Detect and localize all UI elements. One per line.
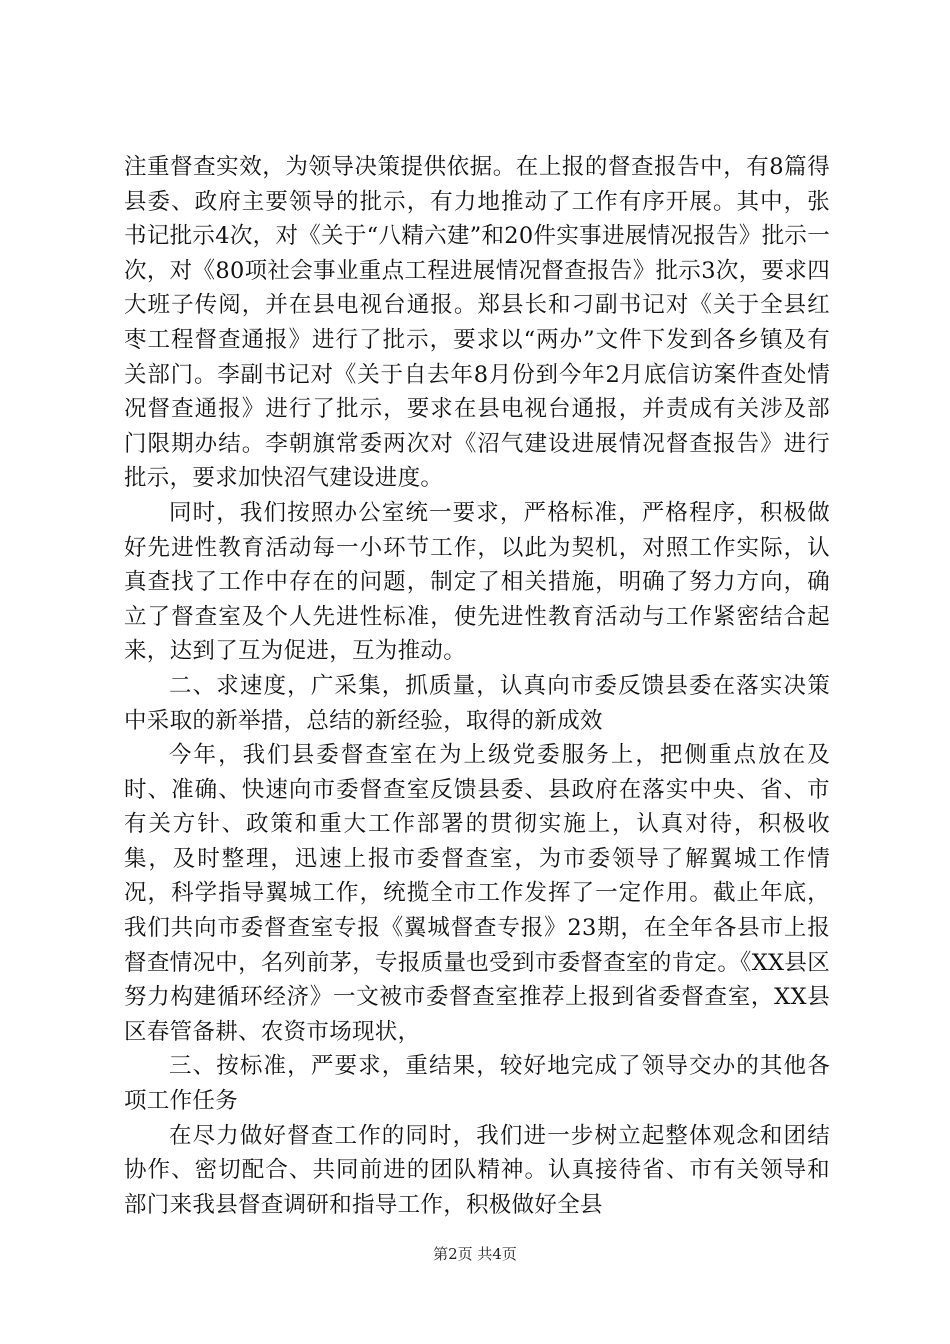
document-body bbox=[124, 150, 830, 1222]
paragraph-3: 今年，我们县委督查室在为上级党委服务上，把侧重点放在及时、准确、快速向市委督查室反馈县委、县政府在落实中央、省、市有关方针、政策和重大工作部署的贯彻实施上，认真对待，积极收集，及时整理，迅速上报市委督查室，为市委领导了解翼城工作情况，科学指导翼城工作，统揽全市工作发挥了一定作用。截止年底，我们共向市委督查室专报《翼城督查专报》23期，在全年各县市上报督查情况中，名列前茅，专报质量也受到市委督查室的肯定。《XX县区努力构建循环经济》一文被市委督查室推荐上报到省委督查室，XX县区春管备耕、农资市场现状， bbox=[124, 742, 830, 1045]
page-number-footer: 第2页 共4页 bbox=[433, 1245, 517, 1263]
section-heading-3: 三、按标准，严要求，重结果，较好地完成了领导交办的其他各项工作任务 bbox=[124, 1053, 830, 1115]
paragraph-2: 同时，我们按照办公室统一要求，严格标准，严格程序，积极做好先进性教育活动每一小环节工作，以此为契机，对照工作实际，认真查找了工作中存在的问题，制定了相关措施，明确了努力方向，确立了督查室及个人先进性标准，使先进性教育活动与工作紧密结合起来，达到了互为促进，互为推动。 bbox=[124, 499, 830, 665]
paragraph-1: 注重督查实效，为领导决策提供依据。在上报的督查报告中，有8篇得县委、政府主要领导的批示，有力地推动了工作有序开展。其中，张书记批示4次，对《关于“八精六建”和20件实事进展情况报告》批示一次，对《80项社会事业重点工程进展情况督查报告》批示3次，要求四大班子传阅，并在县电视台通报。郑县长和刁副书记对《关于全县红枣工程督查通报》进行了批示，要求以“两办”文件下发到各乡镇及有关部门。李副书记对《关于自去年8月份到今年2月底信访案件查处情况督查通报》进行了批示，要求在县电视台通报，并责成有关涉及部门限期办结。李朝旗常委两次对《沼气建设进展情况督查报告》进行批示，要求加快沼气建设进度。 bbox=[124, 154, 830, 492]
paragraph-4: 在尽力做好督查工作的同时，我们进一步树立起整体观念和团结协作、密切配合、共同前进的团队精神。认真接待省、市有关领导和部门来我县督查调研和指导工作，积极做好全县 bbox=[124, 1122, 830, 1218]
section-heading-2: 二、求速度，广采集，抓质量，认真向市委反馈县委在落实决策中采取的新举措，总结的新经验，取得的新成效 bbox=[124, 672, 830, 734]
